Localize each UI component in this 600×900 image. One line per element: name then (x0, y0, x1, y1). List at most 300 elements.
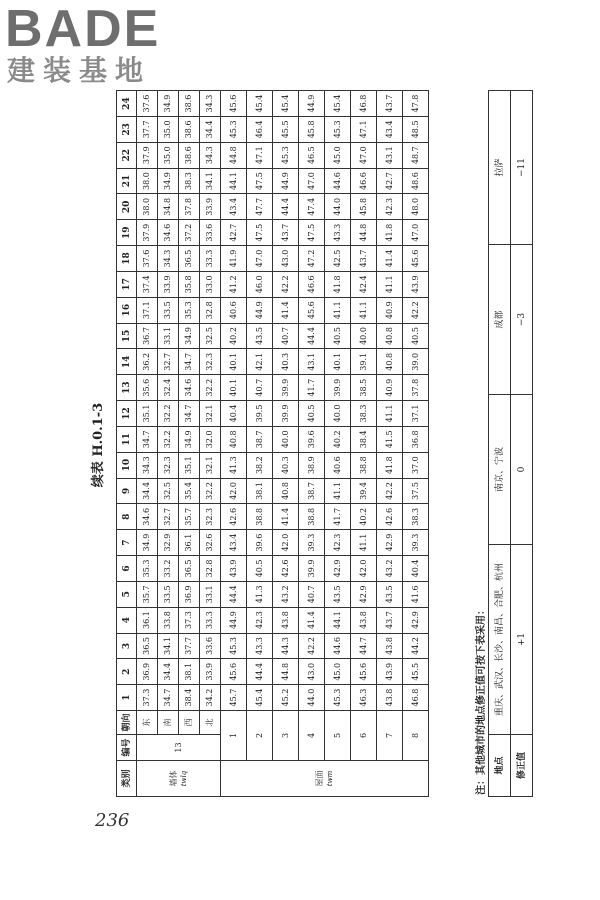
value-cell: 43.8 (377, 633, 403, 659)
value-cell: 43.8 (273, 607, 299, 633)
value-cell: 47.0 (351, 142, 377, 168)
header-direction: 朝向 (117, 711, 137, 735)
value-cell: 48.0 (403, 194, 429, 220)
value-cell: 33.5 (158, 297, 179, 323)
value-cell: 41.4 (299, 607, 325, 633)
value-cell: 40.8 (273, 478, 299, 504)
value-cell: 47.1 (351, 116, 377, 142)
value-cell: 41.7 (299, 375, 325, 401)
header-hour: 7 (117, 530, 137, 556)
value-cell: 34.6 (137, 504, 158, 530)
table-row (403, 91, 429, 797)
table-row (325, 91, 351, 797)
value-cell: 44.4 (247, 659, 273, 685)
logo-wordmark: BADE (5, 0, 161, 58)
value-cell: 43.5 (377, 581, 403, 607)
value-cell: 39.6 (299, 426, 325, 452)
value-cell: 43.0 (273, 246, 299, 272)
correction-value: +1 (511, 545, 533, 735)
value-cell: 34.3 (137, 452, 158, 478)
value-cell: 33.8 (158, 607, 179, 633)
value-cell: 41.1 (351, 297, 377, 323)
value-cell: 40.5 (403, 323, 429, 349)
value-cell: 39.3 (299, 530, 325, 556)
value-cell: 46.6 (351, 168, 377, 194)
value-cell: 40.5 (299, 401, 325, 427)
value-cell: 37.8 (179, 194, 200, 220)
value-cell: 40.4 (221, 401, 247, 427)
value-cell: 42.2 (273, 271, 299, 297)
value-cell: 45.6 (403, 246, 429, 272)
value-cell: 42.9 (351, 581, 377, 607)
value-cell: 42.0 (351, 556, 377, 582)
value-cell: 38.1 (179, 659, 200, 685)
value-cell: 42.3 (247, 607, 273, 633)
roof-id-cell: 2 (247, 711, 273, 761)
direction-cell: 南 (158, 711, 179, 735)
header-row (117, 91, 137, 797)
value-cell: 36.9 (137, 659, 158, 685)
value-cell: 43.9 (221, 556, 247, 582)
value-cell: 42.1 (247, 349, 273, 375)
value-cell: 37.3 (137, 685, 158, 711)
header-hour: 24 (117, 91, 137, 117)
value-label: 修正值 (511, 735, 533, 797)
value-cell: 42.2 (377, 478, 403, 504)
value-cell: 40.4 (403, 556, 429, 582)
value-cell: 42.7 (377, 168, 403, 194)
value-cell: 32.8 (200, 297, 221, 323)
wall-category-cell (137, 761, 221, 797)
value-cell: 37.1 (137, 297, 158, 323)
value-cell: 40.1 (221, 349, 247, 375)
header-hour: 23 (117, 116, 137, 142)
value-cell: 44.2 (403, 633, 429, 659)
wall-category-label: 墙体 (168, 770, 178, 787)
value-cell: 34.4 (158, 659, 179, 685)
value-cell: 40.9 (377, 375, 403, 401)
value-cell: 43.1 (377, 142, 403, 168)
value-cell: 32.2 (158, 401, 179, 427)
value-cell: 43.3 (247, 633, 273, 659)
roof-id-cell: 5 (325, 711, 351, 761)
value-cell: 34.9 (158, 91, 179, 117)
value-cell: 38.4 (179, 685, 200, 711)
wall-category-symbol: twlq (179, 770, 188, 787)
value-cell: 44.4 (273, 194, 299, 220)
value-cell: 44.8 (351, 220, 377, 246)
roof-id-cell: 7 (377, 711, 403, 761)
value-cell: 38.2 (247, 452, 273, 478)
value-cell: 45.4 (273, 91, 299, 117)
value-cell: 47.8 (403, 91, 429, 117)
value-cell: 32.2 (200, 478, 221, 504)
value-cell: 40.0 (273, 426, 299, 452)
cooling-load-temperature-table (116, 90, 429, 797)
correction-location: 拉萨 (489, 91, 511, 245)
value-cell: 38.8 (247, 504, 273, 530)
value-cell: 34.9 (158, 168, 179, 194)
value-cell: 41.1 (325, 478, 351, 504)
value-cell: 41.4 (273, 297, 299, 323)
table-row (221, 91, 247, 797)
value-cell: 38.3 (403, 504, 429, 530)
value-cell: 45.5 (403, 659, 429, 685)
value-cell: 42.9 (325, 556, 351, 582)
value-cell: 45.6 (221, 91, 247, 117)
value-cell: 40.8 (377, 323, 403, 349)
value-cell: 33.9 (158, 271, 179, 297)
correction-value: −11 (511, 91, 533, 245)
value-cell: 38.0 (137, 194, 158, 220)
value-cell: 37.3 (179, 607, 200, 633)
value-cell: 41.2 (221, 271, 247, 297)
value-cell: 44.9 (273, 168, 299, 194)
value-cell: 44.4 (221, 581, 247, 607)
value-cell: 45.3 (325, 116, 351, 142)
value-cell: 45.3 (221, 633, 247, 659)
value-cell: 37.5 (403, 478, 429, 504)
value-cell: 32.2 (158, 426, 179, 452)
value-cell: 38.1 (247, 478, 273, 504)
value-cell: 45.6 (221, 659, 247, 685)
value-cell: 40.8 (221, 426, 247, 452)
value-cell: 40.6 (325, 452, 351, 478)
correction-table (488, 90, 533, 797)
value-cell: 40.9 (377, 297, 403, 323)
value-cell: 32.5 (158, 478, 179, 504)
value-cell: 47.4 (299, 194, 325, 220)
value-cell: 38.0 (137, 168, 158, 194)
value-cell: 45.0 (325, 659, 351, 685)
value-cell: 39.6 (247, 530, 273, 556)
correction-value: −3 (511, 245, 533, 395)
correction-location: 南京、宁波 (489, 395, 511, 545)
value-cell: 45.5 (273, 116, 299, 142)
value-cell: 41.7 (325, 504, 351, 530)
value-cell: 41.8 (377, 452, 403, 478)
value-cell: 40.7 (273, 323, 299, 349)
value-cell: 40.3 (273, 452, 299, 478)
value-cell: 35.0 (158, 142, 179, 168)
value-cell: 42.6 (377, 504, 403, 530)
value-cell: 37.2 (179, 220, 200, 246)
roof-id-cell: 1 (221, 711, 247, 761)
value-cell: 43.0 (299, 659, 325, 685)
header-hour: 10 (117, 452, 137, 478)
value-cell: 35.0 (158, 116, 179, 142)
value-cell: 44.1 (221, 168, 247, 194)
roof-category-cell (221, 761, 429, 797)
value-cell: 43.4 (221, 194, 247, 220)
header-hour: 19 (117, 220, 137, 246)
value-cell: 43.9 (377, 659, 403, 685)
header-hour: 6 (117, 556, 137, 582)
value-cell: 36.5 (179, 556, 200, 582)
value-cell: 40.3 (273, 349, 299, 375)
value-cell: 41.4 (377, 246, 403, 272)
value-cell: 41.3 (221, 452, 247, 478)
value-cell: 33.9 (200, 194, 221, 220)
value-cell: 41.1 (377, 401, 403, 427)
page-number: 236 (95, 810, 130, 831)
value-cell: 32.8 (200, 556, 221, 582)
value-cell: 42.2 (403, 297, 429, 323)
value-cell: 37.9 (137, 220, 158, 246)
value-cell: 45.6 (351, 659, 377, 685)
header-hour: 2 (117, 659, 137, 685)
value-cell: 41.5 (377, 426, 403, 452)
value-cell: 35.6 (137, 375, 158, 401)
value-cell: 43.4 (221, 530, 247, 556)
value-cell: 44.9 (299, 91, 325, 117)
value-cell: 46.3 (351, 685, 377, 711)
value-cell: 42.6 (273, 556, 299, 582)
value-cell: 32.7 (158, 349, 179, 375)
header-hour: 8 (117, 504, 137, 530)
value-cell: 36.5 (179, 246, 200, 272)
value-cell: 47.1 (247, 142, 273, 168)
value-cell: 40.1 (221, 375, 247, 401)
value-cell: 34.9 (179, 323, 200, 349)
value-cell: 34.1 (200, 168, 221, 194)
value-cell: 34.9 (179, 426, 200, 452)
value-cell: 43.9 (403, 271, 429, 297)
value-cell: 47.5 (247, 220, 273, 246)
value-cell: 42.7 (221, 220, 247, 246)
roof-id-cell: 8 (403, 711, 429, 761)
value-cell: 44.7 (351, 633, 377, 659)
value-cell: 47.0 (247, 246, 273, 272)
table-row (137, 91, 158, 797)
header-hour: 15 (117, 323, 137, 349)
value-cell: 47.0 (403, 220, 429, 246)
value-cell: 37.8 (403, 375, 429, 401)
value-cell: 46.0 (247, 271, 273, 297)
header-hour: 13 (117, 375, 137, 401)
value-cell: 33.1 (200, 581, 221, 607)
roof-category-label: 屋面 (314, 770, 324, 787)
correction-location-row (489, 91, 511, 797)
value-cell: 38.6 (179, 91, 200, 117)
value-cell: 43.5 (325, 581, 351, 607)
header-hour: 14 (117, 349, 137, 375)
value-cell: 40.2 (351, 504, 377, 530)
direction-cell: 东 (137, 711, 158, 735)
value-cell: 44.1 (325, 607, 351, 633)
header-hour: 3 (117, 633, 137, 659)
direction-cell: 西 (179, 711, 200, 735)
value-cell: 35.4 (179, 478, 200, 504)
value-cell: 32.5 (200, 323, 221, 349)
value-cell: 32.1 (200, 401, 221, 427)
value-cell: 45.7 (221, 685, 247, 711)
value-cell: 44.4 (299, 323, 325, 349)
value-cell: 36.5 (137, 633, 158, 659)
value-cell: 32.3 (200, 504, 221, 530)
value-cell: 43.3 (325, 220, 351, 246)
header-hour: 17 (117, 271, 137, 297)
value-cell: 37.4 (137, 271, 158, 297)
table-row (247, 91, 273, 797)
value-cell: 39.4 (351, 478, 377, 504)
header-hour: 12 (117, 401, 137, 427)
value-cell: 34.7 (179, 349, 200, 375)
value-cell: 38.5 (351, 375, 377, 401)
value-cell: 42.0 (221, 478, 247, 504)
header-category: 类别 (117, 761, 137, 797)
value-cell: 36.7 (137, 323, 158, 349)
value-cell: 44.8 (221, 142, 247, 168)
value-cell: 35.8 (179, 271, 200, 297)
value-cell: 37.0 (403, 452, 429, 478)
value-cell: 34.3 (200, 142, 221, 168)
value-cell: 38.4 (351, 426, 377, 452)
header-hour: 16 (117, 297, 137, 323)
header-hour: 4 (117, 607, 137, 633)
value-cell: 39.3 (403, 530, 429, 556)
value-cell: 34.8 (158, 194, 179, 220)
value-cell: 45.3 (273, 142, 299, 168)
table-row (299, 91, 325, 797)
value-cell: 38.7 (247, 426, 273, 452)
value-cell: 37.7 (137, 116, 158, 142)
value-cell: 33.2 (158, 556, 179, 582)
value-cell: 41.4 (273, 504, 299, 530)
value-cell: 41.9 (221, 246, 247, 272)
value-cell: 47.7 (247, 194, 273, 220)
value-cell: 41.1 (377, 271, 403, 297)
value-cell: 34.7 (158, 685, 179, 711)
value-cell: 36.2 (137, 349, 158, 375)
value-cell: 44.3 (273, 633, 299, 659)
value-cell: 36.8 (403, 426, 429, 452)
value-cell: 39.5 (247, 401, 273, 427)
value-cell: 40.1 (325, 349, 351, 375)
value-cell: 47.5 (299, 220, 325, 246)
value-cell: 34.4 (200, 116, 221, 142)
value-cell: 40.8 (377, 349, 403, 375)
value-cell: 39.0 (403, 349, 429, 375)
value-cell: 45.2 (273, 685, 299, 711)
value-cell: 44.0 (299, 685, 325, 711)
value-cell: 40.6 (221, 297, 247, 323)
value-cell: 38.6 (179, 116, 200, 142)
value-cell: 32.9 (158, 530, 179, 556)
value-cell: 36.1 (137, 607, 158, 633)
value-cell: 37.6 (137, 246, 158, 272)
value-cell: 38.3 (179, 168, 200, 194)
value-cell: 35.7 (137, 581, 158, 607)
value-cell: 44.9 (221, 607, 247, 633)
table-note: 注：其他城市的地点修正值可按下表采用： (476, 605, 487, 795)
value-cell: 41.1 (351, 530, 377, 556)
value-cell: 33.9 (200, 659, 221, 685)
value-cell: 43.2 (273, 581, 299, 607)
value-cell: 32.7 (158, 504, 179, 530)
value-cell: 32.2 (200, 375, 221, 401)
value-cell: 32.1 (200, 452, 221, 478)
value-cell: 45.6 (299, 297, 325, 323)
roof-id-cell: 4 (299, 711, 325, 761)
value-cell: 34.6 (158, 220, 179, 246)
value-cell: 45.0 (325, 142, 351, 168)
value-cell: 34.7 (179, 401, 200, 427)
value-cell: 32.3 (158, 452, 179, 478)
rotated-table-area (78, 85, 560, 805)
value-cell: 33.0 (200, 271, 221, 297)
value-cell: 38.7 (299, 478, 325, 504)
value-cell: 48.6 (403, 168, 429, 194)
value-cell: 40.2 (221, 323, 247, 349)
value-cell: 48.5 (403, 116, 429, 142)
value-cell: 44.8 (273, 659, 299, 685)
value-cell: 33.6 (200, 633, 221, 659)
value-cell: 33.3 (200, 246, 221, 272)
table-row (179, 91, 200, 797)
value-cell: 43.7 (273, 220, 299, 246)
value-cell: 38.8 (299, 504, 325, 530)
roof-category-symbol: twm (325, 770, 334, 787)
table-row (158, 91, 179, 797)
value-cell: 41.1 (325, 297, 351, 323)
value-cell: 43.7 (377, 91, 403, 117)
value-cell: 45.3 (325, 685, 351, 711)
value-cell: 41.3 (247, 581, 273, 607)
correction-value-row (511, 91, 533, 797)
value-cell: 43.1 (299, 349, 325, 375)
value-cell: 40.7 (299, 581, 325, 607)
value-cell: 35.3 (179, 297, 200, 323)
value-cell: 42.2 (299, 633, 325, 659)
value-cell: 32.0 (200, 426, 221, 452)
value-cell: 40.0 (351, 323, 377, 349)
value-cell: 33.3 (200, 607, 221, 633)
value-cell: 39.9 (325, 375, 351, 401)
value-cell: 40.5 (325, 323, 351, 349)
header-hour: 1 (117, 685, 137, 711)
value-cell: 40.2 (325, 426, 351, 452)
value-cell: 40.7 (247, 375, 273, 401)
header-hour: 11 (117, 426, 137, 452)
value-cell: 44.6 (325, 168, 351, 194)
value-cell: 45.3 (221, 116, 247, 142)
value-cell: 48.7 (403, 142, 429, 168)
header-hour: 22 (117, 142, 137, 168)
value-cell: 34.3 (158, 246, 179, 272)
header-hour: 5 (117, 581, 137, 607)
location-label: 地点 (489, 735, 511, 797)
value-cell: 35.1 (179, 452, 200, 478)
value-cell: 39.9 (299, 556, 325, 582)
logo-subtitle: 建装基地 (7, 54, 152, 87)
roof-id-cell: 6 (351, 711, 377, 761)
table-row (377, 91, 403, 797)
value-cell: 36.9 (179, 581, 200, 607)
value-cell: 43.8 (351, 607, 377, 633)
value-cell: 43.7 (377, 607, 403, 633)
value-cell: 47.0 (299, 168, 325, 194)
value-cell: 42.3 (325, 530, 351, 556)
value-cell: 42.4 (351, 271, 377, 297)
value-cell: 37.6 (137, 91, 158, 117)
value-cell: 32.6 (200, 530, 221, 556)
header-hour: 9 (117, 478, 137, 504)
value-cell: 33.6 (200, 220, 221, 246)
value-cell: 42.3 (377, 194, 403, 220)
value-cell: 34.6 (179, 375, 200, 401)
table-caption: 续表 H.0.1-3 (91, 402, 106, 488)
